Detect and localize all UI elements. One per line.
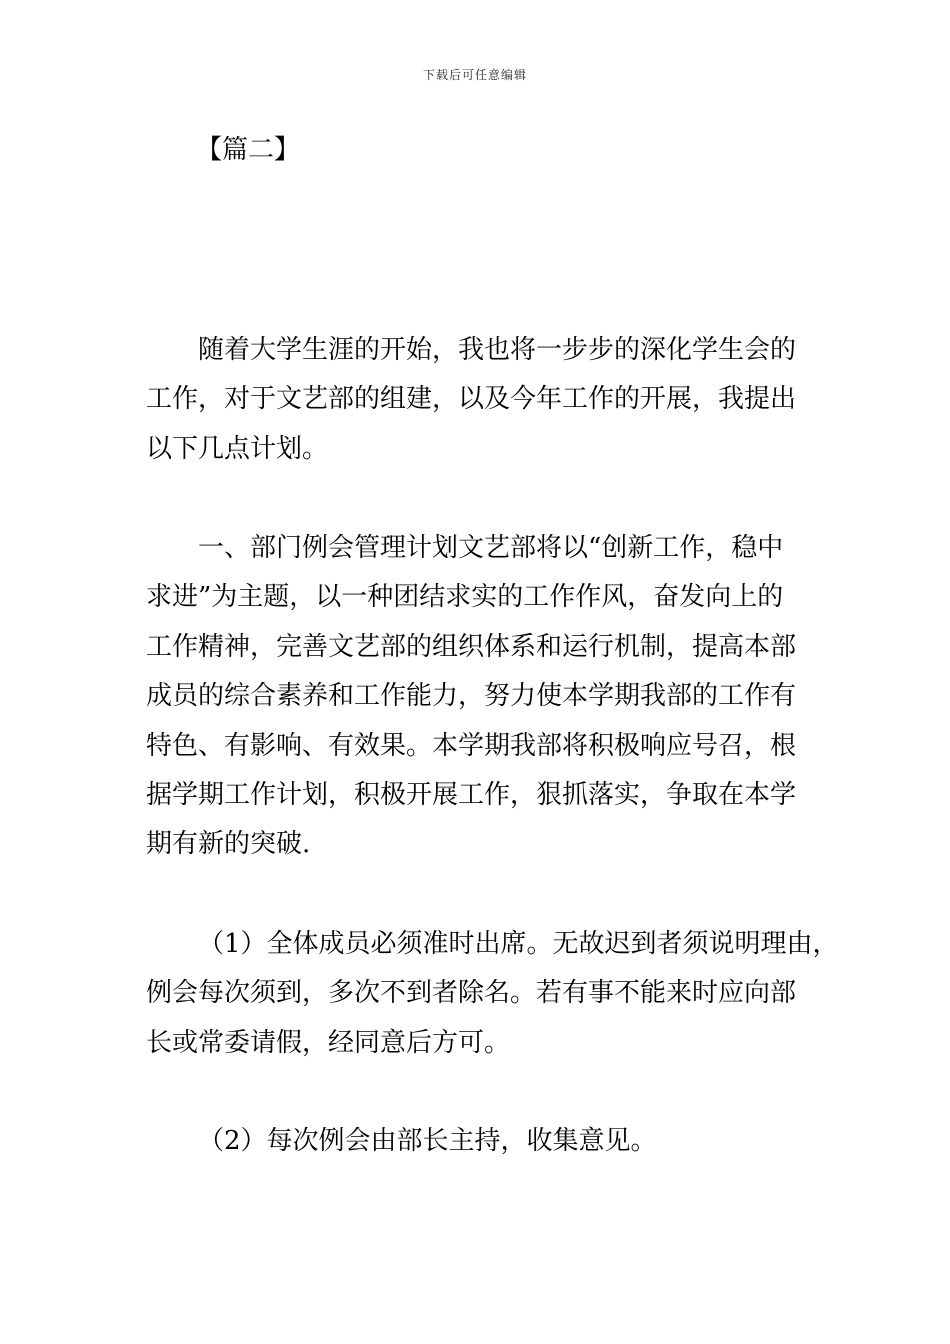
paragraph-line: 求进”为主题，以一种团结求实的工作作风，奋发向上的 <box>146 582 784 613</box>
paragraph-line: 例会每次须到，多次不到者除名。若有事不能来时应向部 <box>146 978 797 1009</box>
paragraph-line: 以下几点计划。 <box>146 433 329 464</box>
paragraph-line: 一、部门例会管理计划文艺部将以“创新工作，稳中 <box>198 533 784 563</box>
section-heading: 【篇二】 <box>196 135 301 165</box>
paragraph-line: （2）每次例会由部长主持，收集意见。 <box>198 1126 657 1156</box>
paragraph-intro <box>146 326 826 474</box>
paragraph-line: 长或常委请假，经同意后方可。 <box>146 1027 511 1058</box>
paragraph-line: 随着大学生涯的开始，我也将一步步的深化学生会的 <box>198 335 797 365</box>
paragraph-line: 工作，对于文艺部的组建，以及今年工作的开展，我提出 <box>146 384 797 415</box>
header-note: 下载后可任意编辑 <box>422 68 527 82</box>
paragraph-line: 据学期工作计划，积极开展工作，狠抓落实，争取在本学 <box>146 779 797 810</box>
paragraph-meeting-plan <box>146 524 826 870</box>
paragraph-line: 成员的综合素养和工作能力，努力使本学期我部的工作有 <box>146 681 797 712</box>
paragraph-rule-1 <box>146 920 839 1068</box>
paragraph-line: 特色、有影响、有效果。本学期我部将积极响应号召，根 <box>146 730 797 761</box>
paragraph-rule-2 <box>146 1117 826 1166</box>
paragraph-line: 期有新的突破. <box>146 829 311 860</box>
paragraph-line: 工作精神，完善文艺部的组织体系和运行机制，提高本部 <box>146 631 797 662</box>
paragraph-line: （1）全体成员必须准时出席。无故迟到者须说明理由， <box>198 929 839 959</box>
